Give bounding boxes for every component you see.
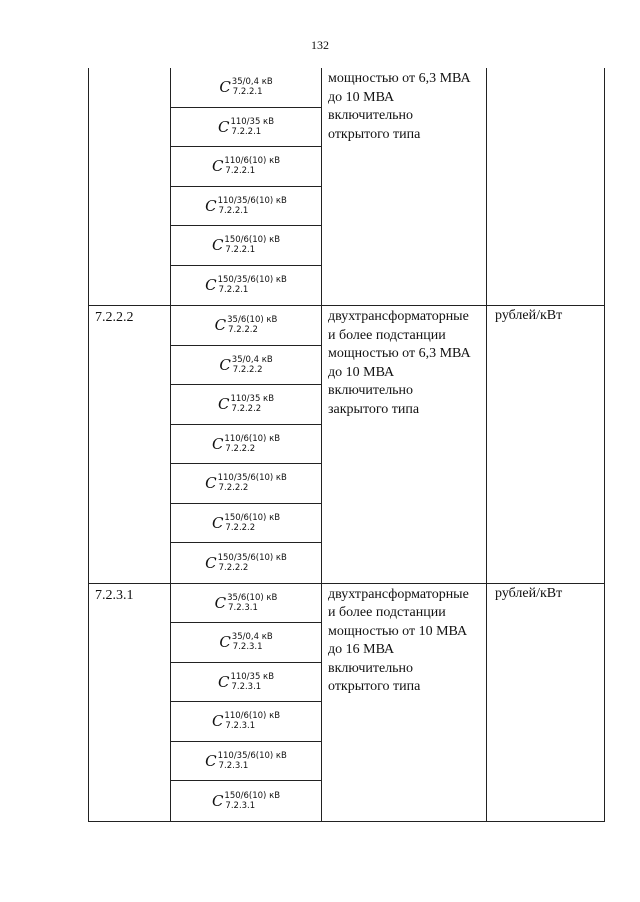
tariff-symbol bbox=[205, 275, 287, 295]
symbol-subscript: 7.2.3.1 bbox=[228, 602, 258, 613]
symbol-superscript: 35/6(10) кВ bbox=[227, 315, 278, 326]
tariff-symbol bbox=[212, 791, 280, 811]
symbol-subcell bbox=[171, 742, 321, 782]
table-row bbox=[89, 305, 604, 583]
description-line: мощностью от 10 МВА bbox=[328, 623, 468, 639]
symbol-subscript: 7.2.2.2 bbox=[218, 562, 249, 573]
symbol-letter: C bbox=[205, 474, 217, 493]
description-line: мощностью от 6,3 МВА bbox=[328, 71, 471, 86]
symbol-subcell bbox=[171, 663, 321, 703]
symbol-letter: C bbox=[205, 751, 217, 770]
description-line: до 16 МВА bbox=[328, 642, 395, 657]
description-cell bbox=[322, 584, 487, 821]
symbol-superscript: 150/35/6(10) кВ bbox=[217, 552, 287, 563]
symbol-subscript: 7.2.3.1 bbox=[225, 721, 256, 732]
symbol-superscript: 150/6(10) кВ bbox=[224, 235, 281, 246]
tariff-symbol bbox=[218, 117, 274, 137]
symbol-indices bbox=[232, 77, 273, 97]
symbol-indices bbox=[230, 672, 274, 692]
symbol-subscript: 7.2.2.1 bbox=[225, 245, 256, 256]
tariff-symbol bbox=[218, 394, 274, 414]
symbol-superscript: 150/6(10) кВ bbox=[224, 790, 281, 801]
tariff-symbol bbox=[212, 235, 280, 255]
description-line: до 10 МВА bbox=[328, 364, 395, 380]
unit-cell: рублей/кВт bbox=[495, 585, 563, 601]
symbol-subcell bbox=[171, 504, 321, 544]
description-line: включительно bbox=[328, 108, 414, 123]
tariff-table bbox=[88, 68, 605, 822]
code-cell: 7.2.2.2 bbox=[89, 306, 171, 583]
symbol-letter: C bbox=[214, 316, 227, 335]
symbol-letter: C bbox=[205, 196, 217, 215]
description-line: и более подстанции bbox=[328, 605, 446, 620]
symbol-indices bbox=[230, 394, 274, 414]
symbol-subcell bbox=[171, 68, 321, 108]
symbol-superscript: 150/35/6(10) кВ bbox=[217, 275, 287, 286]
symbol-indices bbox=[224, 434, 280, 454]
symbol-superscript: 110/6(10) кВ bbox=[224, 433, 281, 444]
symbol-subscript: 7.2.2.1 bbox=[231, 126, 262, 137]
symbol-subcell bbox=[171, 543, 321, 583]
symbol-letter: C bbox=[217, 117, 230, 136]
symbol-subcell bbox=[171, 584, 321, 624]
symbol-indices bbox=[218, 275, 287, 295]
symbol-subcell bbox=[171, 306, 321, 346]
symbol-cell bbox=[171, 584, 322, 821]
page-number: 132 bbox=[311, 38, 329, 52]
symbol-subcell bbox=[171, 425, 321, 465]
symbol-letter: C bbox=[217, 395, 230, 414]
description-line: до 10 МВА bbox=[328, 89, 395, 105]
symbol-letter: C bbox=[205, 276, 217, 295]
symbol-indices bbox=[227, 593, 277, 613]
symbol-subcell bbox=[171, 346, 321, 386]
symbol-subscript: 7.2.2.2 bbox=[232, 364, 263, 375]
description-line: закрытого типа bbox=[328, 401, 420, 417]
symbol-superscript: 35/6(10) кВ bbox=[227, 592, 278, 603]
symbol-subscript: 7.2.2.1 bbox=[218, 285, 249, 296]
symbol-indices bbox=[230, 117, 274, 137]
symbol-cell bbox=[171, 306, 322, 583]
tariff-symbol bbox=[215, 315, 278, 335]
symbol-letter: C bbox=[219, 78, 231, 97]
description-line: мощностью от 6,3 МВА bbox=[328, 346, 471, 361]
symbol-superscript: 110/35/6(10) кВ bbox=[217, 473, 287, 484]
symbol-subcell bbox=[171, 266, 321, 306]
symbol-subscript: 7.2.2.1 bbox=[225, 166, 256, 177]
symbol-subscript: 7.2.2.2 bbox=[231, 404, 262, 415]
table-row bbox=[89, 68, 604, 305]
symbol-subscript: 7.2.2.1 bbox=[218, 205, 249, 216]
tariff-symbol bbox=[212, 434, 280, 454]
symbol-subcell bbox=[171, 464, 321, 504]
code-cell bbox=[89, 68, 171, 305]
symbol-subscript: 7.2.2.1 bbox=[232, 87, 263, 98]
tariff-symbol bbox=[205, 473, 287, 493]
symbol-subcell bbox=[171, 226, 321, 266]
description-cell bbox=[322, 306, 487, 583]
symbol-indices bbox=[218, 473, 287, 493]
symbol-indices bbox=[224, 791, 280, 811]
symbol-subcell bbox=[171, 702, 321, 742]
symbol-superscript: 150/6(10) кВ bbox=[224, 512, 281, 523]
tariff-symbol bbox=[219, 632, 272, 652]
unit-cell: рублей/кВт bbox=[495, 308, 563, 323]
tariff-symbol bbox=[205, 751, 287, 771]
unit-cell bbox=[487, 68, 604, 305]
tariff-symbol bbox=[215, 593, 278, 613]
symbol-subcell bbox=[171, 385, 321, 425]
tariff-symbol bbox=[212, 156, 280, 176]
symbol-superscript: 110/35/6(10) кВ bbox=[217, 195, 287, 206]
symbol-indices bbox=[218, 751, 287, 771]
symbol-subscript: 7.2.2.2 bbox=[218, 483, 249, 494]
symbol-subscript: 7.2.3.1 bbox=[218, 760, 249, 771]
symbol-indices bbox=[218, 196, 287, 216]
symbol-letter: C bbox=[211, 236, 224, 255]
symbol-letter: C bbox=[211, 157, 224, 176]
description-line: включительно bbox=[328, 383, 414, 398]
code-cell: 7.2.3.1 bbox=[89, 584, 171, 821]
tariff-symbol bbox=[212, 711, 280, 731]
description-line: и более подстанции bbox=[328, 327, 446, 343]
tariff-symbol bbox=[212, 513, 280, 533]
description-line: открытого типа bbox=[328, 126, 421, 142]
symbol-superscript: 35/0,4 кВ bbox=[231, 77, 273, 88]
symbol-subscript: 7.2.3.1 bbox=[225, 800, 256, 811]
tariff-symbol bbox=[205, 553, 287, 573]
symbol-subscript: 7.2.2.2 bbox=[225, 522, 256, 533]
symbol-subcell bbox=[171, 108, 321, 148]
symbol-indices bbox=[218, 553, 287, 573]
tariff-symbol bbox=[205, 196, 287, 216]
description-line: включительно bbox=[328, 660, 414, 676]
symbol-superscript: 110/35 кВ bbox=[230, 671, 275, 682]
symbol-subscript: 7.2.3.1 bbox=[231, 681, 262, 692]
description-line: двухтрансформаторные bbox=[328, 586, 469, 602]
symbol-subscript: 7.2.2.2 bbox=[225, 443, 256, 454]
symbol-superscript: 110/35 кВ bbox=[230, 116, 275, 127]
description-line: двухтрансформаторные bbox=[328, 309, 469, 324]
symbol-superscript: 110/6(10) кВ bbox=[224, 711, 281, 722]
symbol-cell bbox=[171, 68, 322, 305]
symbol-indices bbox=[232, 355, 273, 375]
symbol-letter: C bbox=[211, 791, 224, 810]
symbol-letter: C bbox=[219, 355, 231, 374]
symbol-letter: C bbox=[214, 593, 227, 612]
symbol-letter: C bbox=[211, 712, 224, 731]
symbol-indices bbox=[224, 513, 280, 533]
symbol-subscript: 7.2.3.1 bbox=[232, 642, 263, 653]
symbol-letter: C bbox=[211, 434, 224, 453]
tariff-symbol bbox=[218, 672, 274, 692]
symbol-indices bbox=[227, 315, 277, 335]
symbol-letter: C bbox=[219, 633, 231, 652]
symbol-subcell bbox=[171, 623, 321, 663]
symbol-indices bbox=[224, 235, 280, 255]
description-cell bbox=[322, 68, 487, 305]
tariff-symbol bbox=[219, 355, 272, 375]
symbol-superscript: 110/35/6(10) кВ bbox=[217, 750, 287, 761]
symbol-superscript: 35/0,4 кВ bbox=[231, 354, 273, 365]
symbol-superscript: 110/35 кВ bbox=[230, 394, 275, 405]
symbol-indices bbox=[224, 711, 280, 731]
symbol-subcell bbox=[171, 147, 321, 187]
symbol-subcell bbox=[171, 781, 321, 821]
symbol-letter: C bbox=[211, 513, 224, 532]
description-line: открытого типа bbox=[328, 679, 421, 694]
symbol-indices bbox=[232, 632, 273, 652]
table-row bbox=[89, 583, 604, 821]
symbol-subscript: 7.2.2.2 bbox=[228, 325, 258, 336]
symbol-superscript: 110/6(10) кВ bbox=[224, 156, 281, 167]
symbol-letter: C bbox=[217, 672, 230, 691]
symbol-superscript: 35/0,4 кВ bbox=[231, 632, 273, 643]
symbol-subcell bbox=[171, 187, 321, 227]
tariff-symbol bbox=[219, 77, 272, 97]
symbol-indices bbox=[224, 156, 280, 176]
symbol-letter: C bbox=[205, 553, 217, 572]
